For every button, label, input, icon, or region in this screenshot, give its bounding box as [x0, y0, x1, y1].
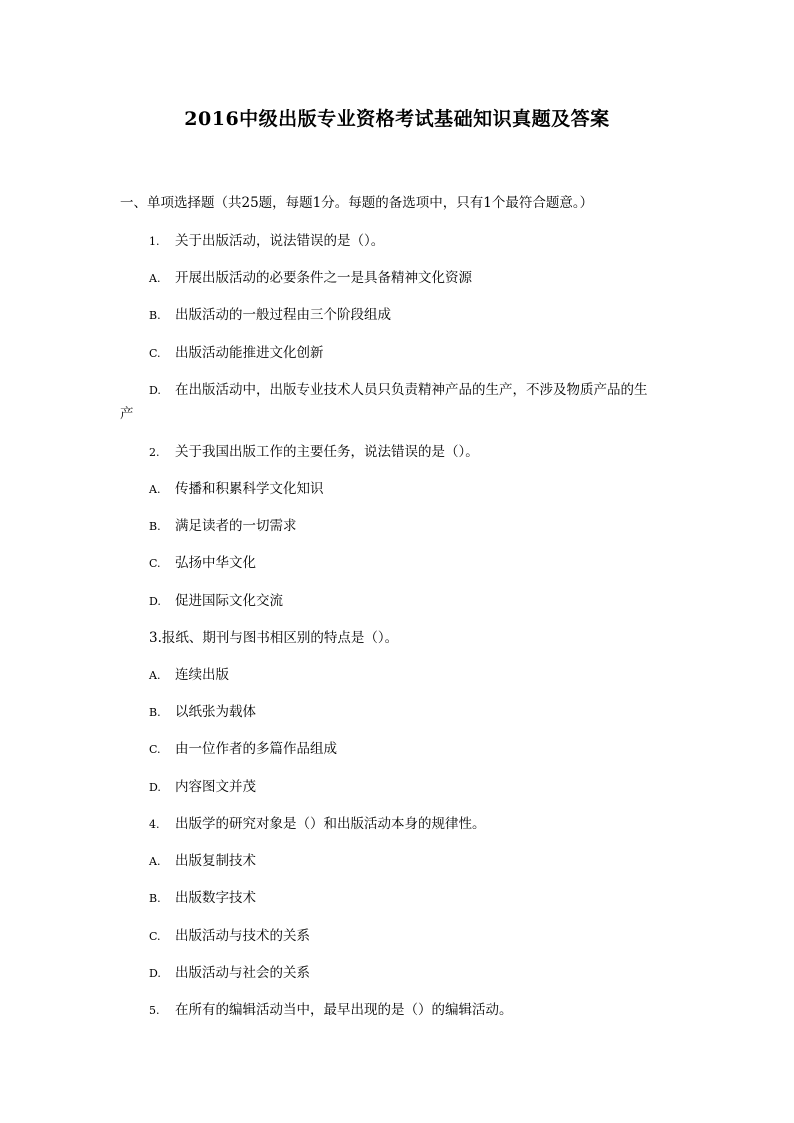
option-text: 出版活动与技术的关系 [175, 928, 310, 944]
option-letter: D. [149, 967, 161, 980]
question-stem: 出版学的研究对象是（）和出版活动本身的规律性。 [175, 816, 486, 832]
question-3-option-c [149, 737, 337, 757]
question-2-option-a [149, 477, 324, 497]
question-stem: 报纸、期刊与图书相区别的特点是（）。 [161, 630, 399, 646]
question-number: 2. [149, 446, 160, 459]
question-3-option-d [149, 775, 256, 795]
option-text-continuation: 产 [120, 406, 134, 422]
question-2-option-d [149, 589, 283, 609]
option-letter: C. [149, 930, 161, 943]
question-stem: 关于出版活动，说法错误的是（）。 [175, 233, 385, 249]
question-4-option-d [149, 961, 310, 981]
option-text: 开展出版活动的必要条件之一是具备精神文化资源 [175, 270, 472, 286]
option-letter: B. [149, 309, 161, 322]
option-text: 出版活动与社会的关系 [175, 965, 310, 981]
question-3 [149, 626, 398, 646]
question-3-option-a [149, 663, 229, 683]
question-2-option-c [149, 551, 256, 571]
option-letter: C. [149, 347, 161, 360]
question-number: 5. [149, 1004, 160, 1017]
question-4 [149, 812, 486, 832]
option-letter: D. [149, 595, 161, 608]
option-text: 出版活动能推进文化创新 [175, 345, 324, 361]
document-title: 2016中级出版专业资格考试基础知识真题及答案 [184, 108, 610, 130]
question-5 [149, 998, 513, 1018]
question-1 [149, 229, 384, 249]
question-1-option-b [149, 303, 391, 323]
option-text: 满足读者的一切需求 [175, 518, 297, 534]
question-1-option-a [149, 266, 472, 286]
question-number: 4. [149, 818, 160, 831]
question-4-option-c [149, 924, 310, 944]
question-2-option-b [149, 514, 297, 534]
option-letter: A. [149, 272, 161, 285]
question-stem: 关于我国出版工作的主要任务，说法错误的是（）。 [175, 444, 479, 460]
option-text: 促进国际文化交流 [175, 593, 283, 609]
option-text: 出版活动的一般过程由三个阶段组成 [175, 307, 391, 323]
option-letter: A. [149, 669, 161, 682]
question-stem: 在所有的编辑活动当中，最早出现的是（）的编辑活动。 [175, 1002, 513, 1018]
option-text: 以纸张为载体 [175, 704, 256, 720]
question-3-option-b [149, 700, 256, 720]
option-text: 出版数字技术 [175, 890, 256, 906]
section-heading: 一、单项选择题（共25题，每题1分。每题的备选项中，只有1个最符合题意。） [120, 195, 594, 211]
option-text: 传播和积累科学文化知识 [175, 481, 324, 497]
option-letter: D. [149, 384, 161, 397]
question-4-option-b [149, 886, 256, 906]
option-letter: C. [149, 743, 161, 756]
option-letter: A. [149, 855, 161, 868]
option-letter: C. [149, 557, 161, 570]
option-letter: B. [149, 706, 161, 719]
option-letter: D. [149, 781, 161, 794]
option-text: 连续出版 [175, 667, 229, 683]
question-1-option-d [149, 378, 648, 398]
option-text: 在出版活动中，出版专业技术人员只负责精神产品的生产，不涉及物质产品的生 [175, 382, 648, 398]
question-2 [149, 440, 479, 460]
option-text: 内容图文并茂 [175, 779, 256, 795]
option-letter: A. [149, 483, 161, 496]
question-number: 3. [149, 630, 162, 646]
option-letter: B. [149, 520, 161, 533]
question-1-option-c [149, 341, 324, 361]
option-text: 弘扬中华文化 [175, 555, 256, 571]
option-text: 出版复制技术 [175, 853, 256, 869]
question-4-option-a [149, 849, 256, 869]
question-number: 1. [149, 235, 160, 248]
option-text: 由一位作者的多篇作品组成 [175, 741, 337, 757]
option-letter: B. [149, 892, 161, 905]
